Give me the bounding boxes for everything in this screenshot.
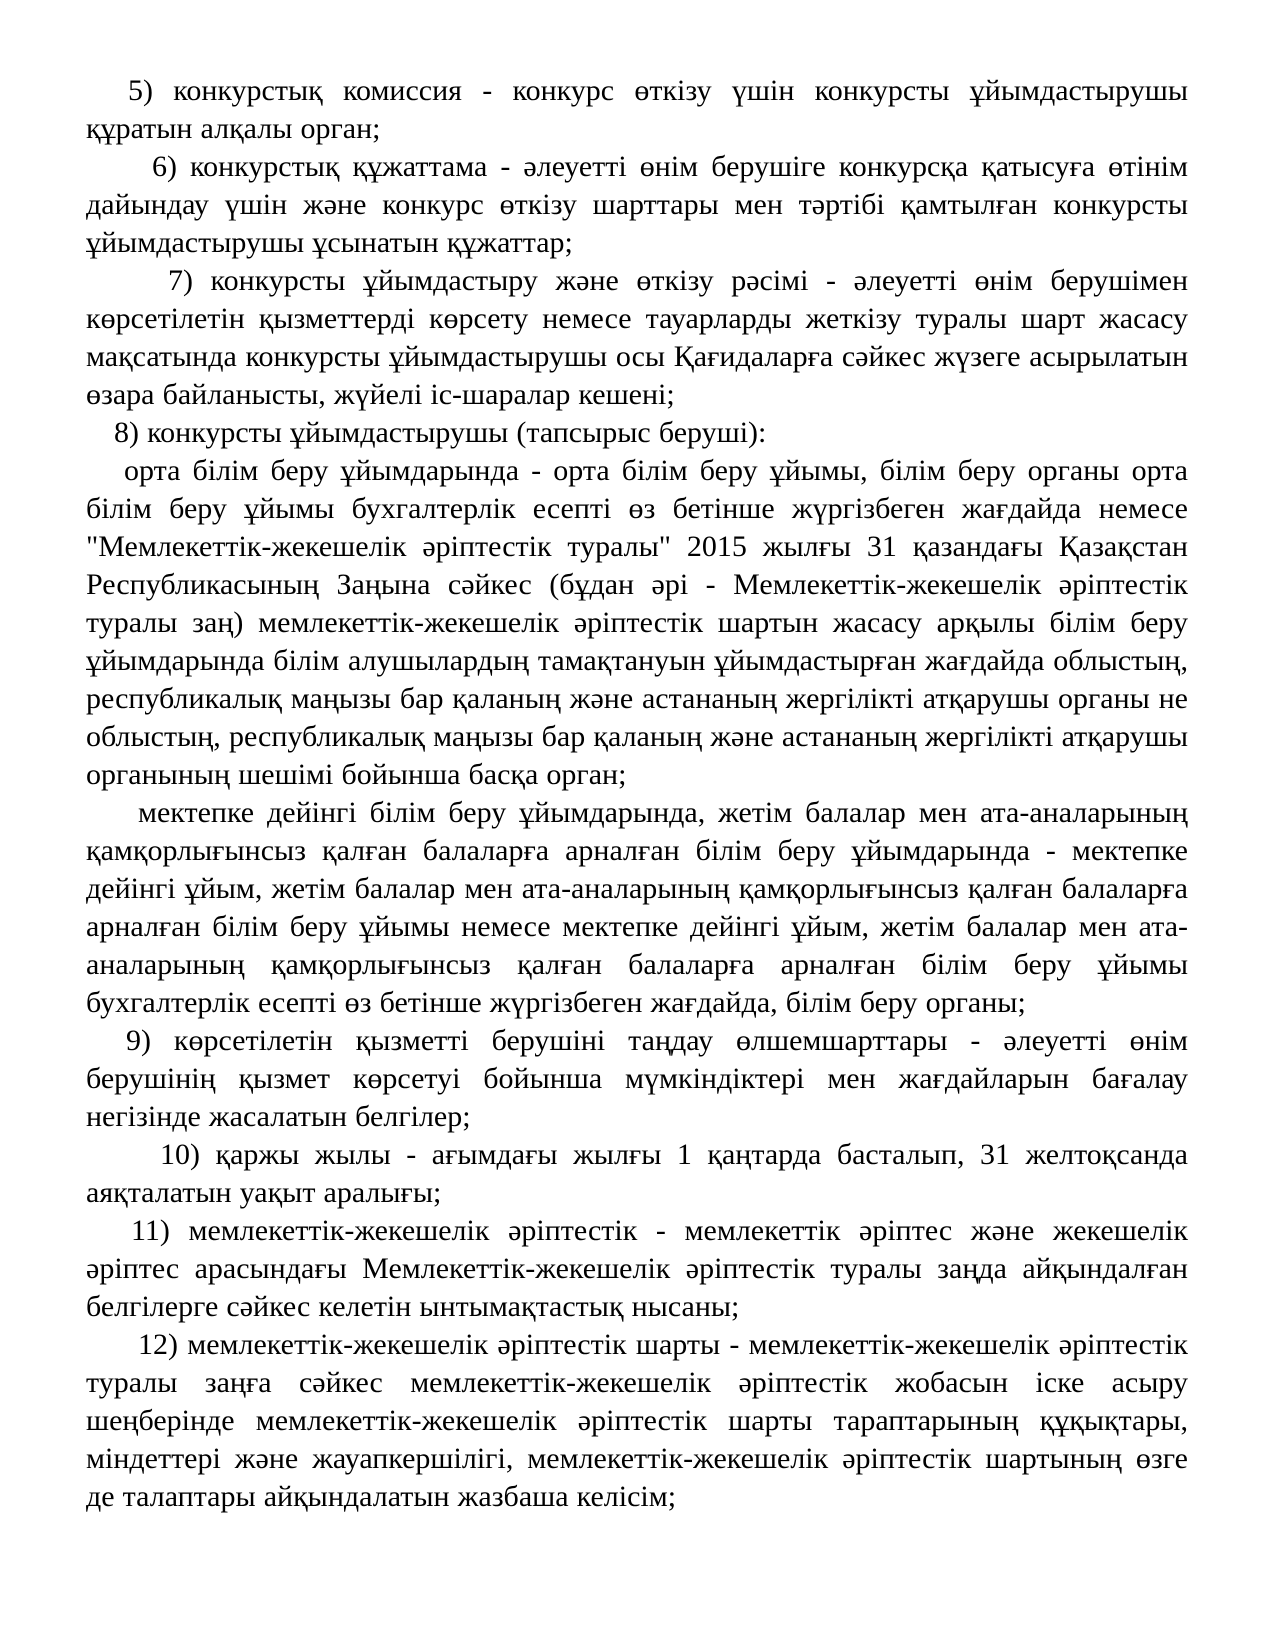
paragraph: 11) мемлекеттік-жекешелік әріптестік - мемлекеттік әріптес және жекешелік әріптес арасындағы Мемлекеттік-жекешелік әріптестік туралы заңда айқындалған белгілерге сәйкес келетін ынтымақтастық нысаны; bbox=[86, 1214, 1188, 1323]
paragraph: 6) конкурстық құжаттама - әлеуетті өнім берушіге конкурсқа қатысуға өтінім дайындау үшін және конкурс өткізу шарттары мен тәртібі қамтылған конкурсты ұйымдастырушы ұсынатын құжаттар; bbox=[86, 150, 1188, 259]
document-body bbox=[86, 72, 1188, 1516]
paragraph: орта білім беру ұйымдарында - орта білім беру ұйымы, білім беру органы орта білім беру ұйымы бухгалтерлік есепті өз бетінше жүргізбеген жағдайда немесе "Мемлекеттік-жекешелік әріптестік туралы" 2015 жылғы 31 қазандағы Қазақстан Республикасының Заңына сәйкес (бұдан әрі - Мемлекеттік-жекешелік әріптестік туралы заң) мемлекеттік-жекешелік әріптестік шартын жасасу арқылы білім беру ұйымдарында білім алушылардың тамақтануын ұйымдастырған жағдайда облыстың, республикалық маңызы бар қаланың және астананың жергілікті атқарушы органы не облыстың, республикалық маңызы бар қаланың және астананың жергілікті атқарушы органының шешімі бойынша басқа орган; bbox=[86, 454, 1188, 791]
paragraph: 5) конкурстық комиссия - конкурс өткізу үшін конкурсты ұйымдастырушы құратын алқалы орган; bbox=[86, 74, 1188, 145]
paragraph: 10) қаржы жылы - ағымдағы жылғы 1 қаңтарда басталып, 31 желтоқсанда аяқталатын уақыт аралығы; bbox=[86, 1138, 1188, 1209]
paragraph: мектепке дейінгі білім беру ұйымдарында, жетім балалар мен ата-аналарының қамқорлығынсыз қалған балаларға арналған білім беру ұйымдарында - мектепке дейінгі ұйым, жетім балалар мен ата-аналарының қамқорлығынсыз қалған балаларға арналған білім беру ұйымы немесе мектепке дейінгі ұйым, жетім балалар мен ата-аналарының қамқорлығынсыз қалған балаларға арналған білім беру ұйымы бухгалтерлік есепті өз бетінше жүргізбеген жағдайда, білім беру органы; bbox=[86, 796, 1188, 1019]
paragraph: 7) конкурсты ұйымдастыру және өткізу рәсімі - әлеуетті өнім берушімен көрсетілетін қызметтерді көрсету немесе тауарларды жеткізу туралы шарт жасасу мақсатында конкурсты ұйымдастырушы осы Қағидаларға сәйкес жүзеге асырылатын өзара байланысты, жүйелі іс-шаралар кешені; bbox=[86, 264, 1188, 411]
paragraph: 12) мемлекеттік-жекешелік әріптестік шарты - мемлекеттік-жекешелік әріптестік туралы заңға сәйкес мемлекеттік-жекешелік әріптестік жобасын іске асыру шеңберінде мемлекеттік-жекешелік әріптестік шарты тараптарының құқықтары, міндеттері және жауапкершілігі, мемлекеттік-жекешелік әріптестік шартының өзге де талаптары айқындалатын жазбаша келісім; bbox=[86, 1328, 1188, 1513]
paragraph: 9) көрсетілетін қызметті берушіні таңдау өлшемшарттары - әлеуетті өнім берушінің қызмет көрсетуі бойынша мүмкіндіктері мен жағдайларын бағалау негізінде жасалатын белгілер; bbox=[86, 1024, 1188, 1133]
paragraph: 8) конкурсты ұйымдастырушы (тапсырыс беруші): bbox=[114, 416, 767, 449]
